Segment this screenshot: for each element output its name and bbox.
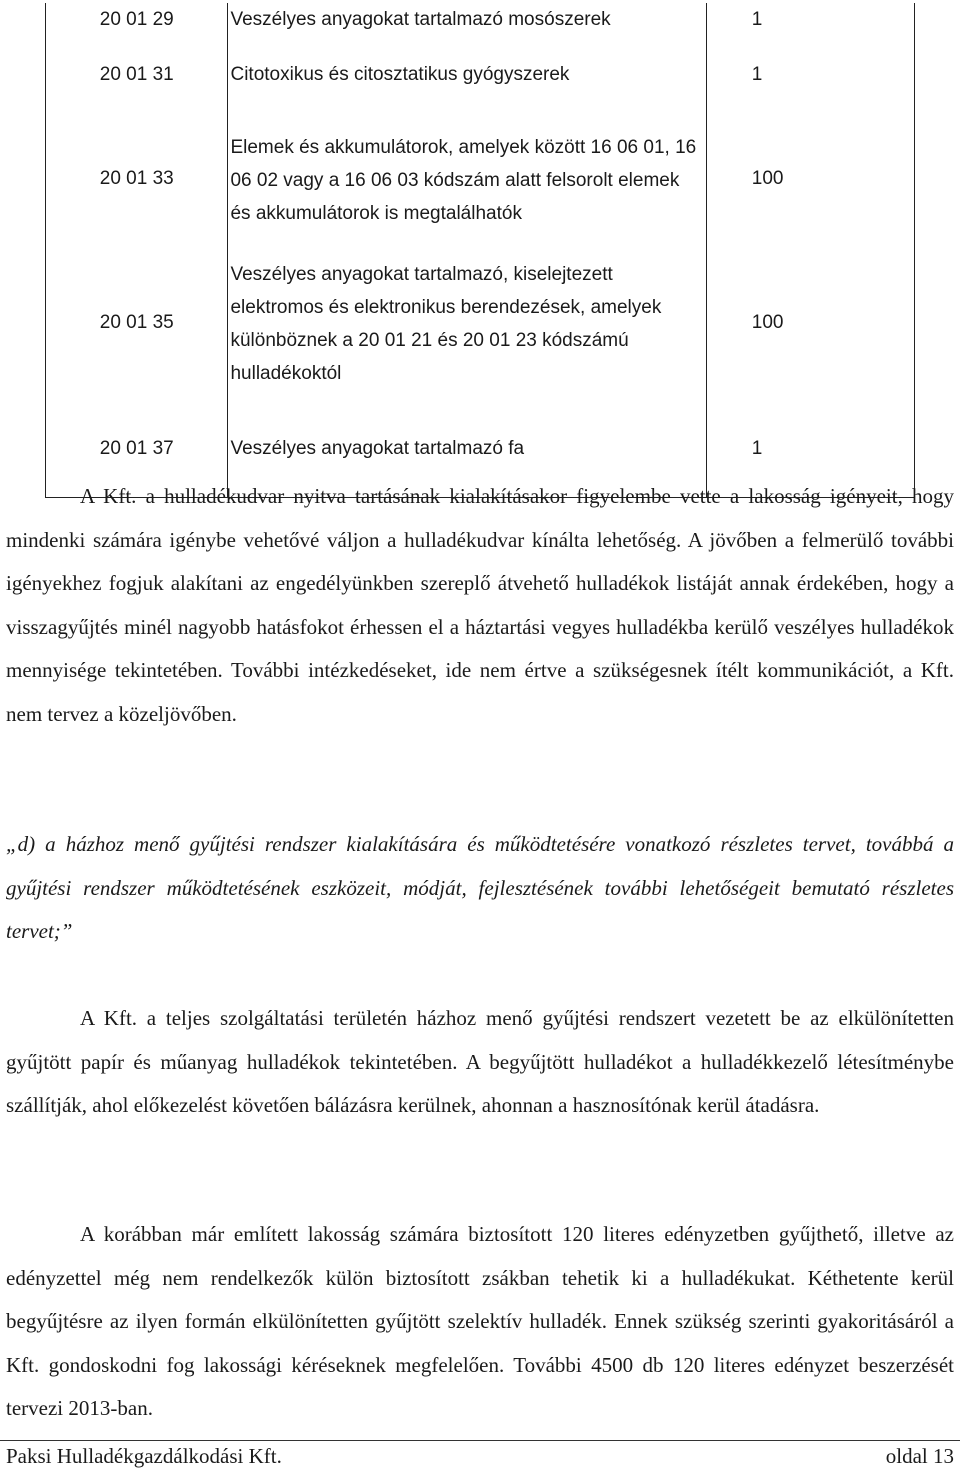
page-number: oldal 13 bbox=[885, 1444, 954, 1468]
waste-quantity: 100 bbox=[706, 112, 914, 244]
waste-code: 20 01 33 bbox=[46, 112, 228, 244]
page-footer bbox=[6, 1440, 954, 1471]
waste-description: Citotoxikus és citosztatikus gyógyszerek bbox=[228, 36, 706, 112]
waste-quantity: 100 bbox=[706, 244, 914, 400]
waste-quantity: 1 bbox=[706, 3, 914, 36]
waste-description: Elemek és akkumulátorok, amelyek között 16 06 01, 16 06 02 vagy a 16 06 03 kódszám alatt felsorolt elemek és akkumulátorok is megtalálhatók bbox=[228, 112, 706, 244]
waste-quantity: 1 bbox=[706, 36, 914, 112]
waste-code: 20 01 29 bbox=[46, 3, 228, 36]
waste-quantity: 1 bbox=[706, 400, 914, 498]
waste-code: 20 01 37 bbox=[46, 400, 228, 498]
waste-description: Veszélyes anyagokat tartalmazó, kiselejtezett elektromos és elektronikus berendezések, amelyek különböznek a 20 01 21 és 20 01 23 kódszámú hulladékoktól bbox=[228, 244, 706, 400]
footer-company: Paksi Hulladékgazdálkodási Kft. bbox=[6, 1444, 282, 1468]
quoted-requirement: „d) a házhoz menő gyűjtési rendszer kialakítására és működtetésére vonatkozó részletes tervet, továbbá a gyűjtési rendszer működtetésének eszközeit, módját, fejlesztésének további lehetőségeit bemutató részletes tervet;” bbox=[6, 832, 954, 943]
paragraph-edenyzet: A korábban már említett lakosság számára biztosított 120 literes edényzetben gyűjthető, illetve az edényzettel még nem rendelkezők külön biztosított zsákban tehetik ki a hulladékukat. Kéthetente kerül begyűjtésre az ilyen formán elkülönítetten gyűjtött szelektív hulladék. Ennek szükség szerinti gyakoritásáról a Kft. gondoskodni fog lakossági kéréseknek megfelelően. További 4500 db 120 literes edényzet beszerzését tervezi 2013-ban. bbox=[6, 1222, 954, 1420]
waste-code: 20 01 35 bbox=[46, 244, 228, 400]
waste-description: Veszélyes anyagokat tartalmazó mosószerek bbox=[228, 3, 706, 36]
table-row bbox=[46, 3, 915, 36]
waste-code: 20 01 31 bbox=[46, 36, 228, 112]
waste-code-table bbox=[45, 3, 915, 498]
paragraph-hulladekudvar: A Kft. a hulladékudvar nyitva tartásának kialakításakor figyelembe vette a lakosság igényeit, hogy mindenki számára igénybe vehetővé váljon a hulladékudvar kínálta lehetőség. A jövőben a felmerülő további igényekhez fogjuk alakítani az engedélyünkben szereplő átvehető hulladékok listáját annak érdekében, hogy a visszagyűjtés minél nagyobb hatásfokot érhessen el a háztartási vegyes hulladékba kerülő veszélyes hulladékok mennyisége tekintetében. További intézkedéseket, ide nem értve a szükségesnek ítélt kommunikációt, a Kft. nem tervez a közeljövőben. bbox=[6, 484, 954, 726]
table-row bbox=[46, 244, 915, 400]
paragraph-hazhoz-meno: A Kft. a teljes szolgáltatási területén házhoz menő gyűjtési rendszert vezetett be az elkülönítetten gyűjtött papír és műanyag hulladékok tekintetében. A begyűjtött hulladékot a hulladékkezelő létesítménybe szállítják, ahol előkezelést követően bálázásra kerülnek, ahonnan a hasznosítónak kerül átadásra. bbox=[6, 1006, 954, 1117]
table-row bbox=[46, 112, 915, 244]
waste-description: Veszélyes anyagokat tartalmazó fa bbox=[228, 400, 706, 498]
table-row bbox=[46, 36, 915, 112]
